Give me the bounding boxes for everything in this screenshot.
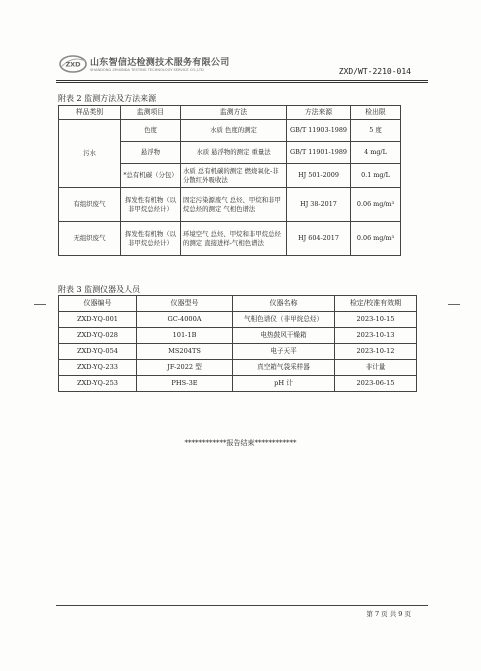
table1-header-cell: 检出限	[351, 106, 401, 120]
monitoring-item-cell: *总有机碳（分包）	[121, 164, 181, 188]
right-binding-mark	[448, 304, 460, 305]
table1-header-cell: 方法来源	[287, 106, 351, 120]
header-divider-thin	[56, 82, 428, 83]
logo-text: ZXD	[65, 60, 81, 69]
source-cell: HJ 38-2017	[287, 188, 351, 222]
source-cell: HJ 501-2009	[287, 164, 351, 188]
table1-header-cell: 监测方法	[181, 106, 287, 120]
table-row	[59, 360, 417, 376]
table2-caption: 附表 3 监测仪器及人员	[58, 285, 141, 294]
monitoring-item-cell: 挥发性有机物（以非甲烷总烃计）	[121, 222, 181, 256]
page-number: 第 7 页 共 9 页	[366, 610, 411, 618]
left-binding-mark	[34, 304, 46, 305]
sample-category-cell: 污水	[59, 120, 121, 188]
method-cell: 固定污染源废气 总烃、甲烷和非甲烷总烃的测定 气相色谱法	[181, 188, 287, 222]
source-cell: GB/T 11903-1989	[287, 120, 351, 142]
instrument-id-cell: ZXD-YQ-028	[59, 328, 137, 344]
method-cell: 水质 悬浮物的测定 重量法	[181, 142, 287, 164]
company-name-cn: 山东智信达检测技术服务有限公司	[90, 58, 230, 68]
table-row	[59, 120, 401, 142]
instrument-valid-cell: 2023-10-13	[335, 328, 417, 344]
table2-header-cell: 仪器编号	[59, 296, 137, 312]
instrument-name-cell: 电子天平	[233, 344, 335, 360]
instrument-name-cell: pH 计	[233, 376, 335, 392]
table-row	[59, 328, 417, 344]
instrument-id-cell: ZXD-YQ-054	[59, 344, 137, 360]
source-cell: HJ 604-2017	[287, 222, 351, 256]
document-number: ZXD/WT-2210-014	[338, 67, 411, 76]
instrument-name-cell: 真空箱气袋采样器	[233, 360, 335, 376]
instruments-table	[58, 295, 417, 392]
instrument-id-cell: ZXD-YQ-001	[59, 312, 137, 328]
report-end-marker: ************报告结束************	[184, 439, 297, 447]
limit-cell: 0.06 mg/m³	[351, 222, 401, 256]
method-cell: 水质 色度的测定	[181, 120, 287, 142]
instrument-valid-cell: 非计量	[335, 360, 417, 376]
monitoring-methods-table	[58, 105, 401, 256]
table1-caption: 附表 2 监测方法及方法来源	[58, 94, 157, 103]
table-row	[59, 188, 401, 222]
table2-header-row	[59, 296, 417, 312]
limit-cell: 4 mg/L	[351, 142, 401, 164]
table1-header-cell: 样品类别	[59, 106, 121, 120]
table-row	[59, 376, 417, 392]
monitoring-item-cell: 挥发性有机物（以非甲烷总烃计）	[121, 188, 181, 222]
limit-cell: 0.1 mg/L	[351, 164, 401, 188]
method-cell: 水质 总有机碳的测定 燃烧氧化-非分散红外吸收法	[181, 164, 287, 188]
method-cell: 环境空气 总烃、甲烷和非甲烷总烃的测定 直接进样-气相色谱法	[181, 222, 287, 256]
company-name-en: SHANDONG ZHIXINDA TESTING TECHNOLOGY SERVICE CO.,LTD	[90, 68, 204, 72]
table1-header-row	[59, 106, 401, 120]
sample-category-cell: 有组织废气	[59, 188, 121, 222]
company-logo-icon	[58, 53, 88, 75]
instrument-model-cell: JF-2022 型	[137, 360, 233, 376]
table1-header-cell: 监测项目	[121, 106, 181, 120]
limit-cell: 5 度	[351, 120, 401, 142]
instrument-name-cell: 气相色谱仪（非甲烷总烃）	[233, 312, 335, 328]
instrument-model-cell: 101-1B	[137, 328, 233, 344]
sample-category-cell: 无组织废气	[59, 222, 121, 256]
source-cell: GB/T 11901-1989	[287, 142, 351, 164]
instrument-id-cell: ZXD-YQ-233	[59, 360, 137, 376]
table2-header-cell: 仪器型号	[137, 296, 233, 312]
table2-header-cell: 检定/校准有效期	[335, 296, 417, 312]
instrument-model-cell: PHS-3E	[137, 376, 233, 392]
instrument-valid-cell: 2023-10-15	[335, 312, 417, 328]
instrument-name-cell: 电热鼓风干燥箱	[233, 328, 335, 344]
limit-cell: 0.06 mg/m³	[351, 188, 401, 222]
table2-header-cell: 仪器名称	[233, 296, 335, 312]
instrument-valid-cell: 2023-10-12	[335, 344, 417, 360]
instrument-model-cell: MS204TS	[137, 344, 233, 360]
monitoring-item-cell: 色度	[121, 120, 181, 142]
monitoring-item-cell: 悬浮物	[121, 142, 181, 164]
instrument-valid-cell: 2023-06-15	[335, 376, 417, 392]
header-divider	[56, 80, 428, 81]
table-row	[59, 222, 401, 256]
table-row	[59, 312, 417, 328]
instrument-model-cell: GC-4000A	[137, 312, 233, 328]
instrument-id-cell: ZXD-YQ-253	[59, 376, 137, 392]
footer-divider	[56, 605, 428, 606]
table-row	[59, 344, 417, 360]
